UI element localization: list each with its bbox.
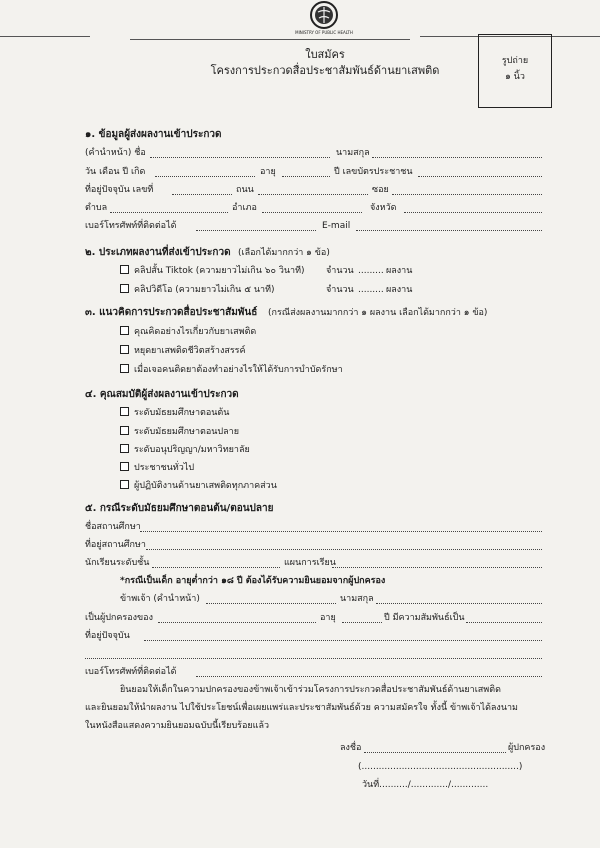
guardian-role-label: ผู้ปกครอง	[508, 743, 546, 753]
age-field[interactable]	[282, 176, 330, 177]
option-video[interactable]	[120, 284, 275, 296]
option-tiktok[interactable]	[120, 265, 305, 277]
photo-box-label: รูปถ่าย	[501, 56, 529, 66]
consent-line-2: และยินยอมให้นำผลงาน ไปใช้ประโยชน์เพื่อเผยแพร่และประชาสัมพันธ์ด้วย ความสมัครใจ ทั้งนี้ ข้าพเจ้าได้ลงนาม	[85, 703, 518, 713]
option-label: หยุดยาเสพติดชีวิตสร้างสรรค์	[134, 346, 246, 356]
road-label: ถนน	[236, 185, 254, 195]
address-label: ที่อยู่ปัจจุบัน เลขที่	[85, 185, 154, 195]
district-field[interactable]	[262, 212, 362, 213]
option-concept-1[interactable]	[120, 326, 256, 338]
option-level-2[interactable]	[120, 426, 239, 438]
option-level-5[interactable]	[120, 480, 277, 492]
ministry-seal-logo	[295, 0, 353, 36]
section3-heading: ๓. แนวคิดการประกวดสื่อประชาสัมพันธ์	[85, 307, 258, 318]
signer-name-field[interactable]: (.......................................................)	[358, 762, 523, 772]
section3-note: (กรณีส่งผลงานมากกว่า ๑ ผลงาน เลือกได้มากกว่า ๑ ข้อ)	[268, 308, 488, 318]
soi-label: ซอย	[372, 185, 389, 195]
guardian-name-field[interactable]	[206, 603, 336, 604]
checkbox[interactable]	[120, 462, 129, 471]
checkbox[interactable]	[120, 364, 129, 373]
video-count-field[interactable]: .........	[358, 285, 384, 295]
road-field[interactable]	[258, 194, 368, 195]
email-label: E-mail	[322, 221, 351, 231]
email-field[interactable]	[356, 230, 542, 231]
current-address-field[interactable]	[144, 640, 542, 641]
option-label: คลิปสั้น Tiktok (ความยาวไม่เกิน ๖๐ วินาที)	[134, 266, 305, 276]
guardian-of-label: เป็นผู้ปกครองของ	[85, 613, 153, 623]
checkbox[interactable]	[120, 345, 129, 354]
guardian-age-label: อายุ	[320, 613, 336, 623]
checkbox[interactable]	[120, 426, 129, 435]
school-address-label: ที่อยู่สถานศึกษา	[85, 540, 146, 550]
signature-label: ลงชื่อ	[340, 743, 362, 753]
grade-label: นักเรียนระดับชั้น	[85, 558, 150, 568]
option-level-4[interactable]	[120, 462, 194, 474]
current-address-label: ที่อยู่ปัจจุบัน	[85, 631, 130, 641]
option-concept-3[interactable]	[120, 364, 343, 376]
section4-heading: ๔. คุณสมบัติผู้ส่งผลงานเข้าประกวด	[85, 389, 239, 400]
guardian-surname-label: นามสกุล	[340, 594, 374, 604]
birthdate-field[interactable]	[155, 176, 255, 177]
district-label: อำเภอ	[232, 203, 257, 213]
subdistrict-label: ตำบล	[85, 203, 108, 213]
option-label: ประชาชนทั่วไป	[134, 463, 195, 473]
section2-heading: ๒. ประเภทผลงานที่ส่งเข้าประกวด	[85, 247, 231, 258]
checkbox[interactable]	[120, 407, 129, 416]
video-count-label: จำนวน	[326, 285, 354, 295]
current-address-field-2[interactable]	[85, 658, 542, 659]
id-card-label: ปี เลขบัตรประชาชน	[334, 167, 413, 177]
consent-line-3: ในหนังสือแสดงความยินยอมฉบับนี้เรียบร้อยแล้ว	[85, 721, 270, 731]
option-label: ระดับอนุปริญญา/มหาวิทยาลัย	[134, 445, 250, 455]
id-card-field[interactable]	[418, 176, 542, 177]
phone-field[interactable]	[196, 230, 316, 231]
phone-label: เบอร์โทรศัพท์ที่ติดต่อได้	[85, 221, 177, 231]
checkbox[interactable]	[120, 265, 129, 274]
tiktok-count-field[interactable]: .........	[358, 266, 384, 276]
checkbox[interactable]	[120, 444, 129, 453]
guardian-surname-field[interactable]	[376, 603, 542, 604]
house-number-field[interactable]	[172, 194, 232, 195]
province-field[interactable]	[404, 212, 542, 213]
signature-field[interactable]	[364, 752, 506, 753]
checkbox[interactable]	[120, 326, 129, 335]
subdistrict-field[interactable]	[110, 212, 228, 213]
option-label: คลิปวิดีโอ (ความยาวไม่เกิน ๕ นาที)	[134, 285, 275, 295]
school-field[interactable]	[140, 531, 542, 532]
guardian-of-field[interactable]	[158, 622, 316, 623]
checkbox[interactable]	[120, 480, 129, 489]
option-label: ระดับมัธยมศึกษาตอนต้น	[134, 408, 230, 418]
province-label: จังหวัด	[370, 203, 397, 213]
name-label: (คำนำหน้า) ชื่อ	[85, 148, 146, 158]
surname-field[interactable]	[372, 157, 542, 158]
school-address-field[interactable]	[146, 549, 542, 550]
grade-field[interactable]	[152, 567, 280, 568]
photo-box	[478, 34, 552, 108]
soi-field[interactable]	[392, 194, 542, 195]
form-subtitle: โครงการประกวดสื่อประชาสัมพันธ์ด้านยาเสพติด	[210, 64, 440, 77]
program-field[interactable]	[332, 567, 542, 568]
option-level-3[interactable]	[120, 444, 250, 456]
photo-box-size: ๑ นิ้ว	[505, 72, 525, 82]
guardian-phone-field[interactable]	[196, 676, 542, 677]
checkbox[interactable]	[120, 284, 129, 293]
form-title: ใบสมัคร	[305, 48, 345, 61]
program-label: แผนการเรียน	[284, 558, 336, 568]
guardian-age-field[interactable]	[342, 622, 382, 623]
relation-field[interactable]	[466, 622, 542, 623]
svg-text:MINISTRY OF PUBLIC HEALTH: MINISTRY OF PUBLIC HEALTH	[295, 30, 353, 35]
tiktok-unit-label: ผลงาน	[386, 266, 413, 276]
option-concept-2[interactable]	[120, 345, 246, 357]
option-label: เมื่อเจอคนติดยาต้องทำอย่างไรให้ได้รับการบำบัดรักษา	[134, 365, 343, 375]
option-label: คุณคิดอย่างไรเกี่ยวกับยาเสพติด	[134, 327, 257, 337]
top-center-rule	[130, 39, 410, 40]
guardian-phone-label: เบอร์โทรศัพท์ที่ติดต่อได้	[85, 667, 177, 677]
consent-line-1: ยินยอมให้เด็กในความปกครองของข้าพเจ้าเข้าร่วมโครงการประกวดสื่อประชาสัมพันธ์ด้านยาเสพติด	[120, 685, 501, 695]
date-field[interactable]: วันที่........../............./.............	[362, 780, 489, 790]
name-field[interactable]	[150, 157, 330, 158]
top-left-rule	[0, 36, 90, 37]
section2-note: (เลือกได้มากกว่า ๑ ข้อ)	[238, 248, 330, 258]
surname-label: นามสกุล	[336, 148, 370, 158]
video-unit-label: ผลงาน	[386, 285, 413, 295]
option-label: ระดับมัธยมศึกษาตอนปลาย	[134, 427, 239, 437]
section5-heading: ๕. กรณีระดับมัธยมศึกษาตอนต้น/ตอนปลาย	[85, 503, 274, 514]
option-label: ผู้ปฏิบัติงานด้านยาเสพติดทุกภาคส่วน	[134, 481, 277, 491]
relation-label: ปี มีความสัมพันธ์เป็น	[384, 613, 465, 623]
tiktok-count-label: จำนวน	[326, 266, 354, 276]
age-label: อายุ	[260, 167, 276, 177]
school-label: ชื่อสถานศึกษา	[85, 522, 141, 532]
option-level-1[interactable]	[120, 407, 229, 419]
minor-consent-note: *กรณีเป็นเด็ก อายุต่ำกว่า ๑๘ ปี ต้องได้รับความยินยอมจากผู้ปกครอง	[120, 576, 386, 586]
section1-heading: ๑. ข้อมูลผู้ส่งผลงานเข้าประกวด	[85, 129, 222, 140]
guardian-prefix-label: ข้าพเจ้า (คำนำหน้า)	[120, 594, 200, 604]
birthdate-label: วัน เดือน ปี เกิด	[85, 167, 146, 177]
